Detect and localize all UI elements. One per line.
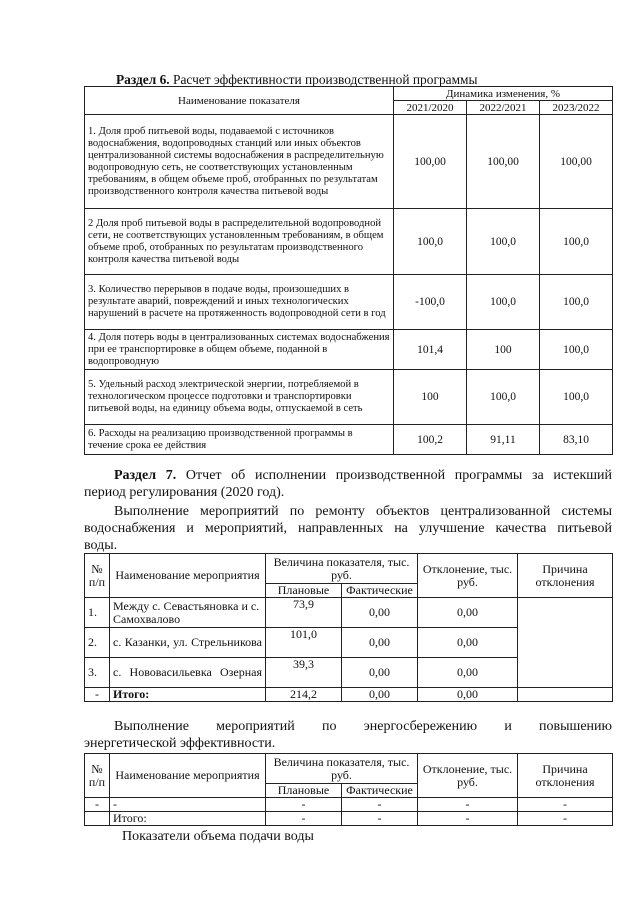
planned-value: -	[266, 798, 342, 812]
reason-value: -	[518, 798, 613, 812]
dynamics-value: 100,0	[540, 330, 613, 370]
section7-heading-line1	[84, 467, 612, 484]
section7-title-part1: Отчет об исполнении производственной программы за истекший	[185, 468, 613, 483]
total-reason: -	[518, 812, 613, 826]
total-actual: -	[342, 812, 418, 826]
table-row	[85, 798, 613, 812]
num-header: № п/п	[85, 554, 110, 598]
table-row	[85, 370, 613, 425]
dynamics-value: 100,0	[394, 209, 467, 275]
row-name: Между с. Севастьяновка и с. Самохвалово	[110, 598, 266, 628]
repair-paragraph-line1: Выполнение мероприятий по ремонту объектов централизованной системы	[114, 504, 612, 519]
total-actual: 0,00	[342, 688, 418, 702]
repair-paragraph-line3: воды.	[84, 538, 118, 553]
actual-value: 0,00	[342, 658, 418, 688]
name-header: Наименование мероприятия	[110, 554, 266, 598]
row-num: -	[85, 798, 110, 812]
energy-saving-table	[84, 753, 613, 826]
total-row	[85, 688, 613, 702]
row-name: -	[110, 798, 266, 812]
deviation-header: Отклонение, тыс. руб.	[418, 554, 518, 598]
dynamics-value: 100	[394, 370, 467, 425]
actual-value: 0,00	[342, 598, 418, 628]
value-header: Величина показателя, тыс. руб.	[266, 754, 418, 784]
period-header: 2021/2020	[394, 101, 467, 115]
period-header: 2023/2022	[540, 101, 613, 115]
deviation-value: 0,00	[418, 598, 518, 628]
period-header: 2022/2021	[467, 101, 540, 115]
indicator-name: 5. Удельный расход электрической энергии, потребляемой в технологическом процессе подготовки и транспортировки питьевой воды, на единицу объема воды, отпускаемой в сеть	[85, 370, 394, 425]
indicator-name-header: Наименование показателя	[85, 87, 394, 115]
dynamics-value: 100,0	[540, 209, 613, 275]
actual-value: 0,00	[342, 628, 418, 658]
reason-header: Причина отклонения	[518, 554, 613, 598]
planned-header: Плановые	[266, 784, 342, 798]
total-deviation: 0,00	[418, 688, 518, 702]
dynamics-value: 91,11	[467, 425, 540, 455]
dynamics-value: 100,00	[467, 115, 540, 209]
deviation-value: 0,00	[418, 658, 518, 688]
deviation-header: Отклонение, тыс. руб.	[418, 754, 518, 798]
energy-paragraph-line2: энергетической эффективности.	[84, 736, 276, 751]
dynamics-value: 100,0	[467, 370, 540, 425]
section6-title: Расчет эффективности производственной программы	[173, 72, 478, 87]
dynamics-value: -100,0	[394, 275, 467, 330]
total-planned: 214,2	[266, 688, 342, 702]
energy-paragraph-line1: Выполнение мероприятий по энергосбережению и повышению	[114, 719, 612, 734]
row-num: 3.	[85, 658, 110, 688]
table-row	[85, 209, 613, 275]
total-label: Итого:	[110, 688, 266, 702]
dynamics-value: 100,0	[540, 275, 613, 330]
indicator-name: 1. Доля проб питьевой воды, подаваемой с источников водоснабжения, водопроводных станций или иных объектов централизованной системы водоснабжения в распределительную водопроводную сеть, не соответствующих установленным требованиям, в общем объеме проб, отобранных по результатам производственного контроля качества питьевой воды	[85, 115, 394, 209]
repair-paragraph-line2: водоснабжения и мероприятий, направленных на улучшение качества питьевой	[84, 521, 612, 536]
section7-label: Раздел 7.	[114, 468, 177, 483]
name-header: Наименование мероприятия	[110, 754, 266, 798]
dynamics-value: 100,0	[467, 275, 540, 330]
dynamics-value: 100,0	[467, 209, 540, 275]
dynamics-value: 100	[467, 330, 540, 370]
row-num: 1.	[85, 598, 110, 628]
dynamics-value: 100,00	[540, 115, 613, 209]
deviation-value: -	[418, 798, 518, 812]
total-num	[85, 812, 110, 826]
efficiency-table	[84, 86, 613, 455]
total-deviation: -	[418, 812, 518, 826]
dynamics-value: 100,0	[540, 370, 613, 425]
actual-header: Фактические	[342, 584, 418, 598]
actual-header: Фактические	[342, 784, 418, 798]
table-row	[85, 275, 613, 330]
planned-value: 101,0	[266, 628, 342, 658]
reason-cell	[518, 598, 613, 688]
section7-title-part2: период регулирования (2020 год).	[84, 485, 285, 500]
dynamics-value: 101,4	[394, 330, 467, 370]
table-row	[85, 115, 613, 209]
dynamics-value: 83,10	[540, 425, 613, 455]
reason-header: Причина отклонения	[518, 754, 613, 798]
row-num: 2.	[85, 628, 110, 658]
num-header: № п/п	[85, 754, 110, 798]
total-num: -	[85, 688, 110, 702]
repair-works-table	[84, 553, 613, 702]
total-label: Итого:	[110, 812, 266, 826]
dynamics-value: 100,2	[394, 425, 467, 455]
table-row	[85, 598, 613, 628]
total-row	[85, 812, 613, 826]
indicator-name: 4. Доля потерь воды в централизованных системах водоснабжения при ее транспортировке в общем объеме, поданной в водопроводную	[85, 330, 394, 370]
dynamics-header: Динамика изменения, %	[394, 87, 613, 101]
dynamics-value: 100,00	[394, 115, 467, 209]
table-row	[85, 330, 613, 370]
planned-value: 73,9	[266, 598, 342, 628]
indicator-name: 6. Расходы на реализацию производственной программы в течение срока ее действия	[85, 425, 394, 455]
planned-header: Плановые	[266, 584, 342, 598]
indicator-name: 2 Доля проб питьевой воды в распределительной водопроводной сети, не соответствующих установленным требованиям, в общем объеме проб, отобранных по результатам производственного контроля качества питьевой воды	[85, 209, 394, 275]
planned-value: 39,3	[266, 658, 342, 688]
actual-value: -	[342, 798, 418, 812]
table-row	[85, 425, 613, 455]
total-planned: -	[266, 812, 342, 826]
value-header: Величина показателя, тыс. руб.	[266, 554, 418, 584]
volume-heading: Показатели объема подачи воды	[122, 829, 314, 844]
deviation-value: 0,00	[418, 628, 518, 658]
indicator-name: 3. Количество перерывов в подаче воды, произошедших в результате аварий, повреждений и иных технологических нарушений в расчете на протяженность водопроводной сети в год	[85, 275, 394, 330]
section6-label: Раздел 6.	[116, 72, 170, 87]
row-name: с. Нововасильевка Озерная	[110, 658, 266, 688]
total-reason	[518, 688, 613, 702]
row-name: с. Казанки, ул. Стрельникова	[110, 628, 266, 658]
